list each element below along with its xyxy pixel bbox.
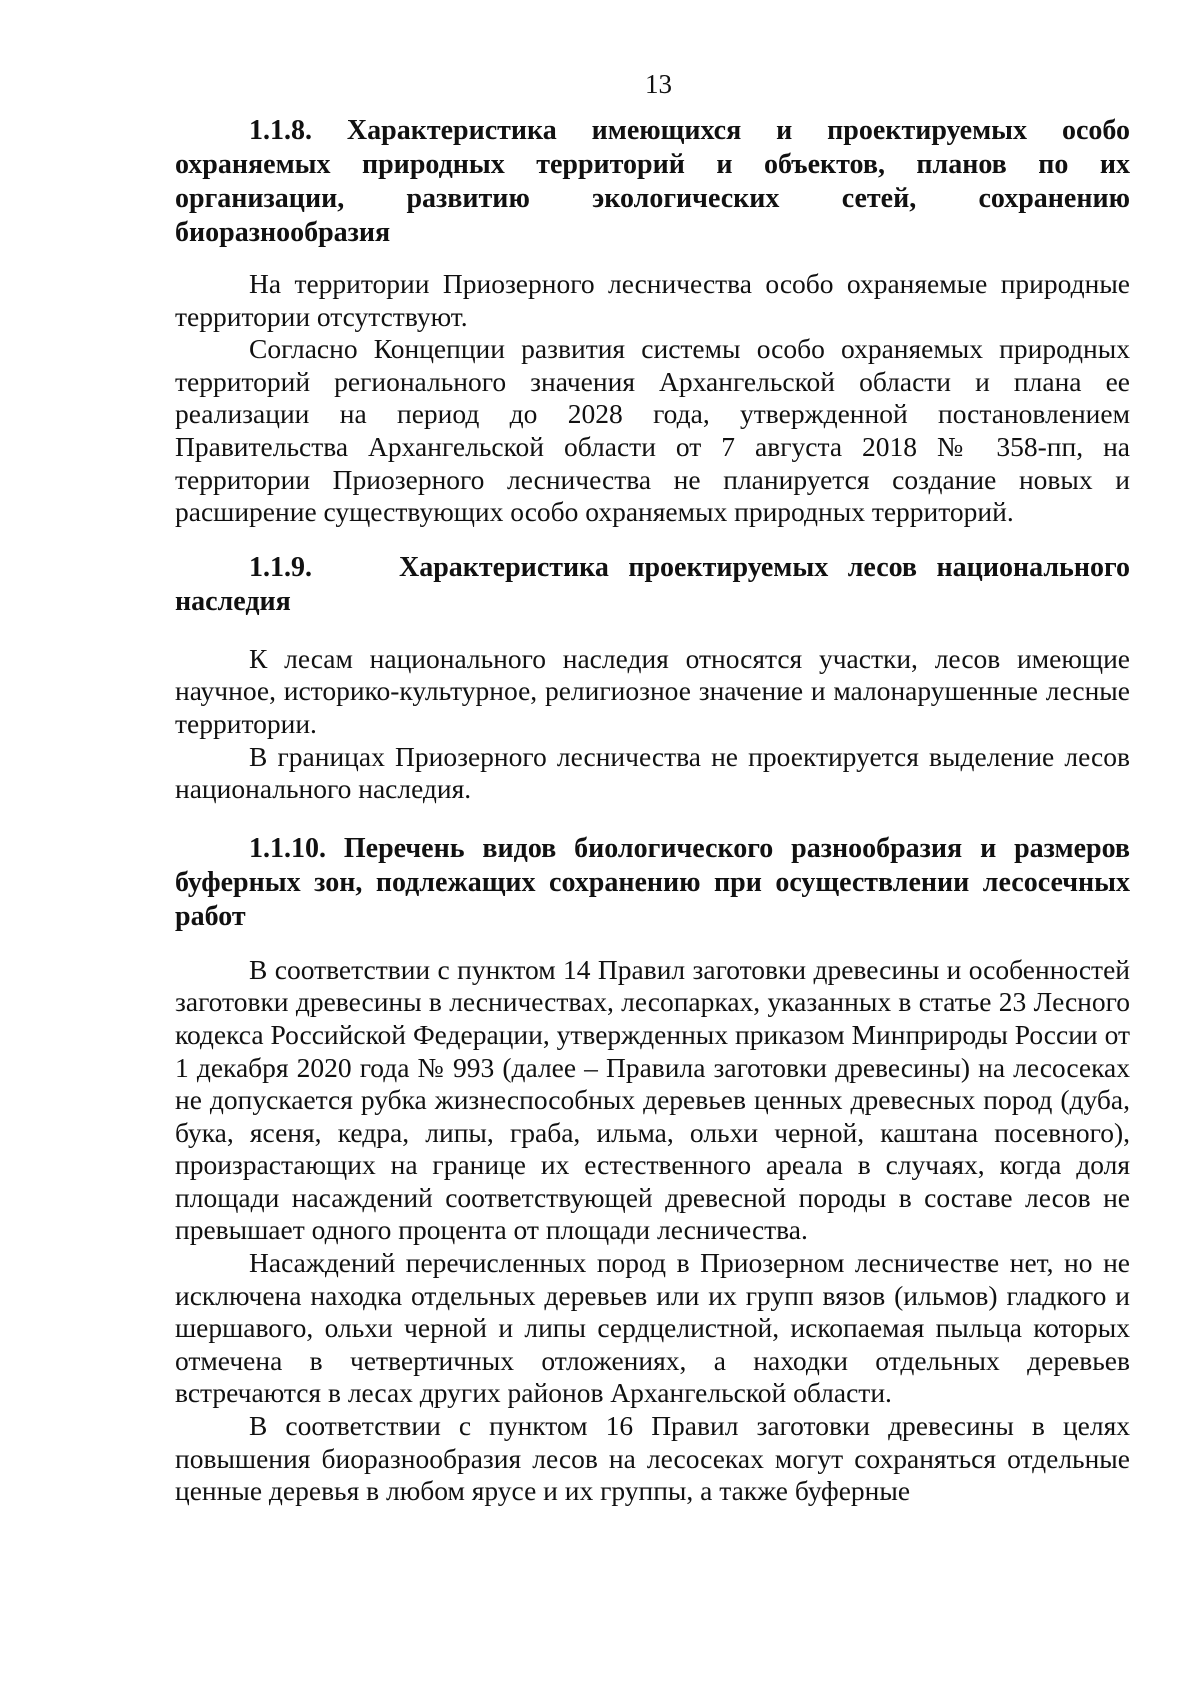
page-number: 13 [645,69,672,99]
section-number: 1.1.9. [249,551,312,583]
paragraph: На территории Приозерного лесничества особо охраняемые природные территории отсутствуют. [175,268,1130,332]
paragraph: Насаждений перечисленных пород в Приозерном лесничестве нет, но не исключена находка отдельных деревьев или их групп вязов (ильмов) гладкого и шершавого, ольхи черной и липы сердцелистной, ископаемая пыльца которых отмечена в четвертичных отложениях, а находки отдельных деревьев встречаются в лесах других районов Архангельской области. [175,1247,1130,1409]
paragraph: В границах Приозерного лесничества не проектируется выделение лесов национального наследия. [175,740,1130,805]
section-title: Характеристика проектируемых лесов национального наследия [175,551,1130,617]
section-heading-1-1-9 [175,551,1130,619]
paragraph: В соответствии с пунктом 14 Правил заготовки древесины и особенностей заготовки древесины в лесничествах, лесопарках, указанных в статье 23 Лесного кодекса Российской Федерации, утвержденных приказом Минприроды России от 1 декабря 2020 года № 993 (далее – Правила заготовки древесины) на лесосеках не допускается рубка жизнеспособных деревьев ценных древесных пород (дуба, бука, ясеня, кедра, липы, граба, ильма, ольхи черной, каштана посевного), произрастающих на границе их естественного ареала в случаях, когда доля площади насаждений соответствующей древесной породы в составе лесов не превышает одного процента от площади лесничества. [175,953,1130,1246]
section-heading-1-1-10: 1.1.10. Перечень видов биологического разнообразия и размеров буферных зон, подлежащих сохранению при осуществлении лесосечных работ [175,832,1130,932]
paragraph: К лесам национального наследия относятся участки, лесов имеющие научное, историко-культурное, религиозное значение и малонарушенные лесные территории. [175,642,1130,739]
paragraph: В соответствии с пунктом 16 Правил заготовки древесины в целях повышения биоразнообразия лесов на лесосеках могут сохраняться отдельные ценные деревья в любом ярусе и их группы, а также буферные [175,1410,1130,1507]
paragraph: Согласно Концепции развития системы особо охраняемых природных территорий регионального значения Архангельской области и плана ее реализации на период до 2028 года, утвержденной постановлением Правительства Архангельской области от 7 августа 2018 № 358-пп, на территории Приозерного лесничества не планируется создание новых и расширение существующих особо охраняемых природных территорий. [175,333,1130,528]
section-heading-1-1-8: 1.1.8. Характеристика имеющихся и проектируемых особо охраняемых природных территорий и объектов, планов по их организации, развитию экологических сетей, сохранению биоразнообразия [175,115,1130,248]
document-page [175,68,1130,1508]
